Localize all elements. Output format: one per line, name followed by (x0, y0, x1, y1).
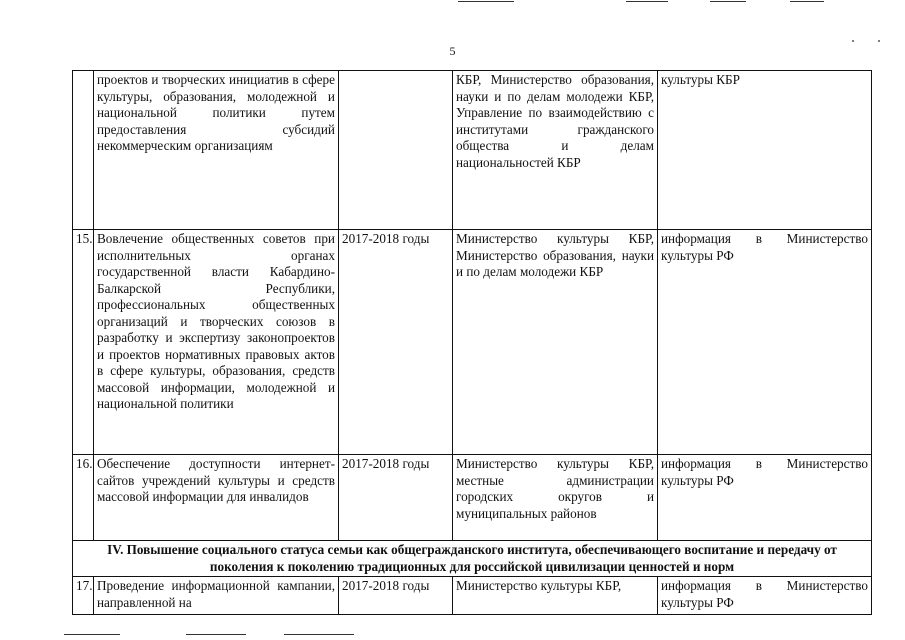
term-cell: 2017-2018 годы (339, 230, 453, 455)
row-number (73, 71, 94, 230)
scan-mark-top-2 (626, 1, 668, 2)
executors-cell: Министерство культуры КБР, местные администрации городских округов и муниципальных районов (453, 455, 658, 541)
activity-cell: Обеспечение доступности интернет-сайтов учреждений культуры и средств массовой информации для инвалидов (94, 455, 339, 541)
table-row (73, 71, 872, 230)
section-heading-row (73, 541, 872, 577)
scan-mark-top-3 (710, 1, 746, 2)
scan-mark-bottom-2 (186, 634, 246, 635)
row-number: 17. (73, 577, 94, 615)
measures-table (72, 70, 872, 615)
term-cell: 2017-2018 годы (339, 577, 453, 615)
scan-dot-2 (878, 40, 880, 42)
table-row (73, 577, 872, 615)
section-heading: IV. Повышение социального статуса семьи как общегражданского института, обеспечивающего воспитание и передачу от поколения к поколению традиционных для российской цивилизации ценностей и норм (73, 541, 872, 577)
scan-mark-bottom-1 (64, 634, 120, 635)
row-number: 16. (73, 455, 94, 541)
executors-cell: Министерство культуры КБР, (453, 577, 658, 615)
activity-cell: Вовлечение общественных советов при исполнительных органах государственной власти Кабардино-Балкарской Республики, профессиональных общественных организаций и творческих союзов в разработку и экспертизу законопроектов и проектов нормативных правовых актов в сфере культуры, образования, средств массовой информации, молодежной и национальной политики (94, 230, 339, 455)
executors-cell: КБР, Министерство образования, науки и по делам молодежи КБР, Управление по взаимодействию с институтами гражданского общества и делам национальностей КБР (453, 71, 658, 230)
report-cell: культуры КБР (658, 71, 872, 230)
term-cell (339, 71, 453, 230)
table-row (73, 455, 872, 541)
report-cell: информация в Министерство культуры РФ (658, 230, 872, 455)
scan-dot-1 (852, 40, 854, 42)
executors-cell: Министерство культуры КБР, Министерство образования, науки и по делам молодежи КБР (453, 230, 658, 455)
activity-cell: Проведение информационной кампании, направленной на (94, 577, 339, 615)
report-cell: информация в Министерство культуры РФ (658, 577, 872, 615)
activity-cell: проектов и творческих инициатив в сфере культуры, образования, молодежной и национальной политики путем предоставления субсидий некоммерческим организациям (94, 71, 339, 230)
scan-mark-bottom-3 (284, 634, 354, 635)
page-number: 5 (449, 44, 456, 58)
term-cell: 2017-2018 годы (339, 455, 453, 541)
report-cell: информация в Министерство культуры РФ (658, 455, 872, 541)
table-row (73, 230, 872, 455)
row-number: 15. (73, 230, 94, 455)
scan-mark-top-1 (458, 1, 514, 2)
scan-mark-top-4 (790, 1, 824, 2)
